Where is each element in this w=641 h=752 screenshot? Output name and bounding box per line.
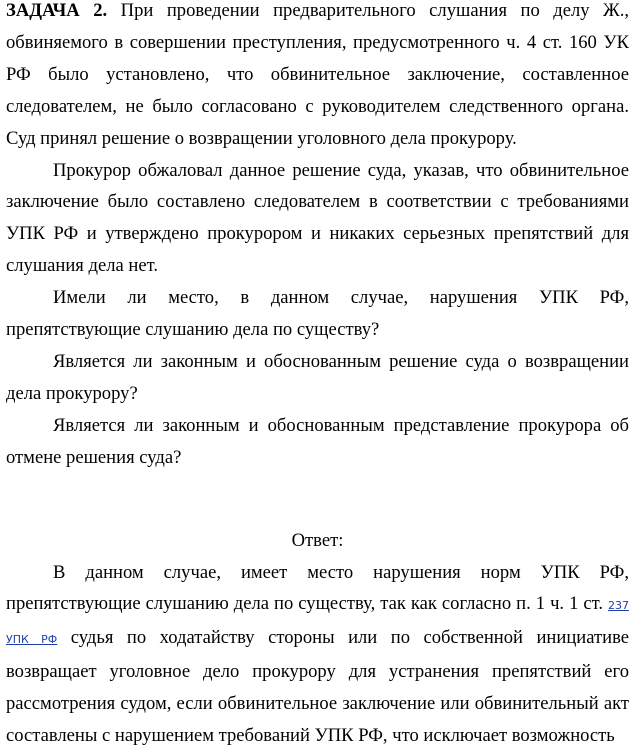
task-label: ЗАДАЧА 2. xyxy=(6,0,108,21)
answer-text-before-link: В данном случае, имеет место нарушения норм УПК РФ, препятствующие слушанию дела по существу, так как согласно п. 1 ч. 1 ст. xyxy=(6,561,629,615)
task-paragraph-2: Прокурор обжаловал данное решение суда, указав, что обвинительное заключение было составлено следователем в соответствии с требованиями УПК РФ и утверждено прокурором и никаких серьезных препятствий для слушания дела нет. xyxy=(6,159,629,277)
answer-heading: Ответ: xyxy=(291,529,344,551)
question-1: Имели ли место, в данном случае, нарушения УПК РФ, препятствующие слушанию дела по существу? xyxy=(6,287,629,341)
section-gap xyxy=(6,474,629,525)
document-page xyxy=(6,0,629,752)
task-paragraph-1 xyxy=(6,0,629,155)
task-text-1: При проведении предварительного слушания по делу Ж., обвиняемого в совершении преступления, предусмотренного ч. 4 ст. 160 УК РФ было установлено, что обвинительное заключение, составленное следователем, не было согласовано с руководителем следственного органа. Суд принял решение о возвращении уголовного дела прокурору. xyxy=(6,0,629,149)
answer-paragraph xyxy=(6,557,629,752)
answer-text-after-link: судья по ходатайству стороны или по собственной инициативе возвращает уголовное дело прокурору для устранения препятствий его рассмотрения судом, если обвинительное заключение или обвинительный акт составлены с нарушением требований УПК РФ, что исключает возможность xyxy=(6,627,629,747)
question-2: Является ли законным и обоснованным решение суда о возвращении дела прокурору? xyxy=(6,350,629,404)
article-237-link[interactable]: 237 УПК РФ xyxy=(6,599,629,647)
question-3: Является ли законным и обоснованным представление прокурора об отмене решения суда? xyxy=(6,414,629,468)
